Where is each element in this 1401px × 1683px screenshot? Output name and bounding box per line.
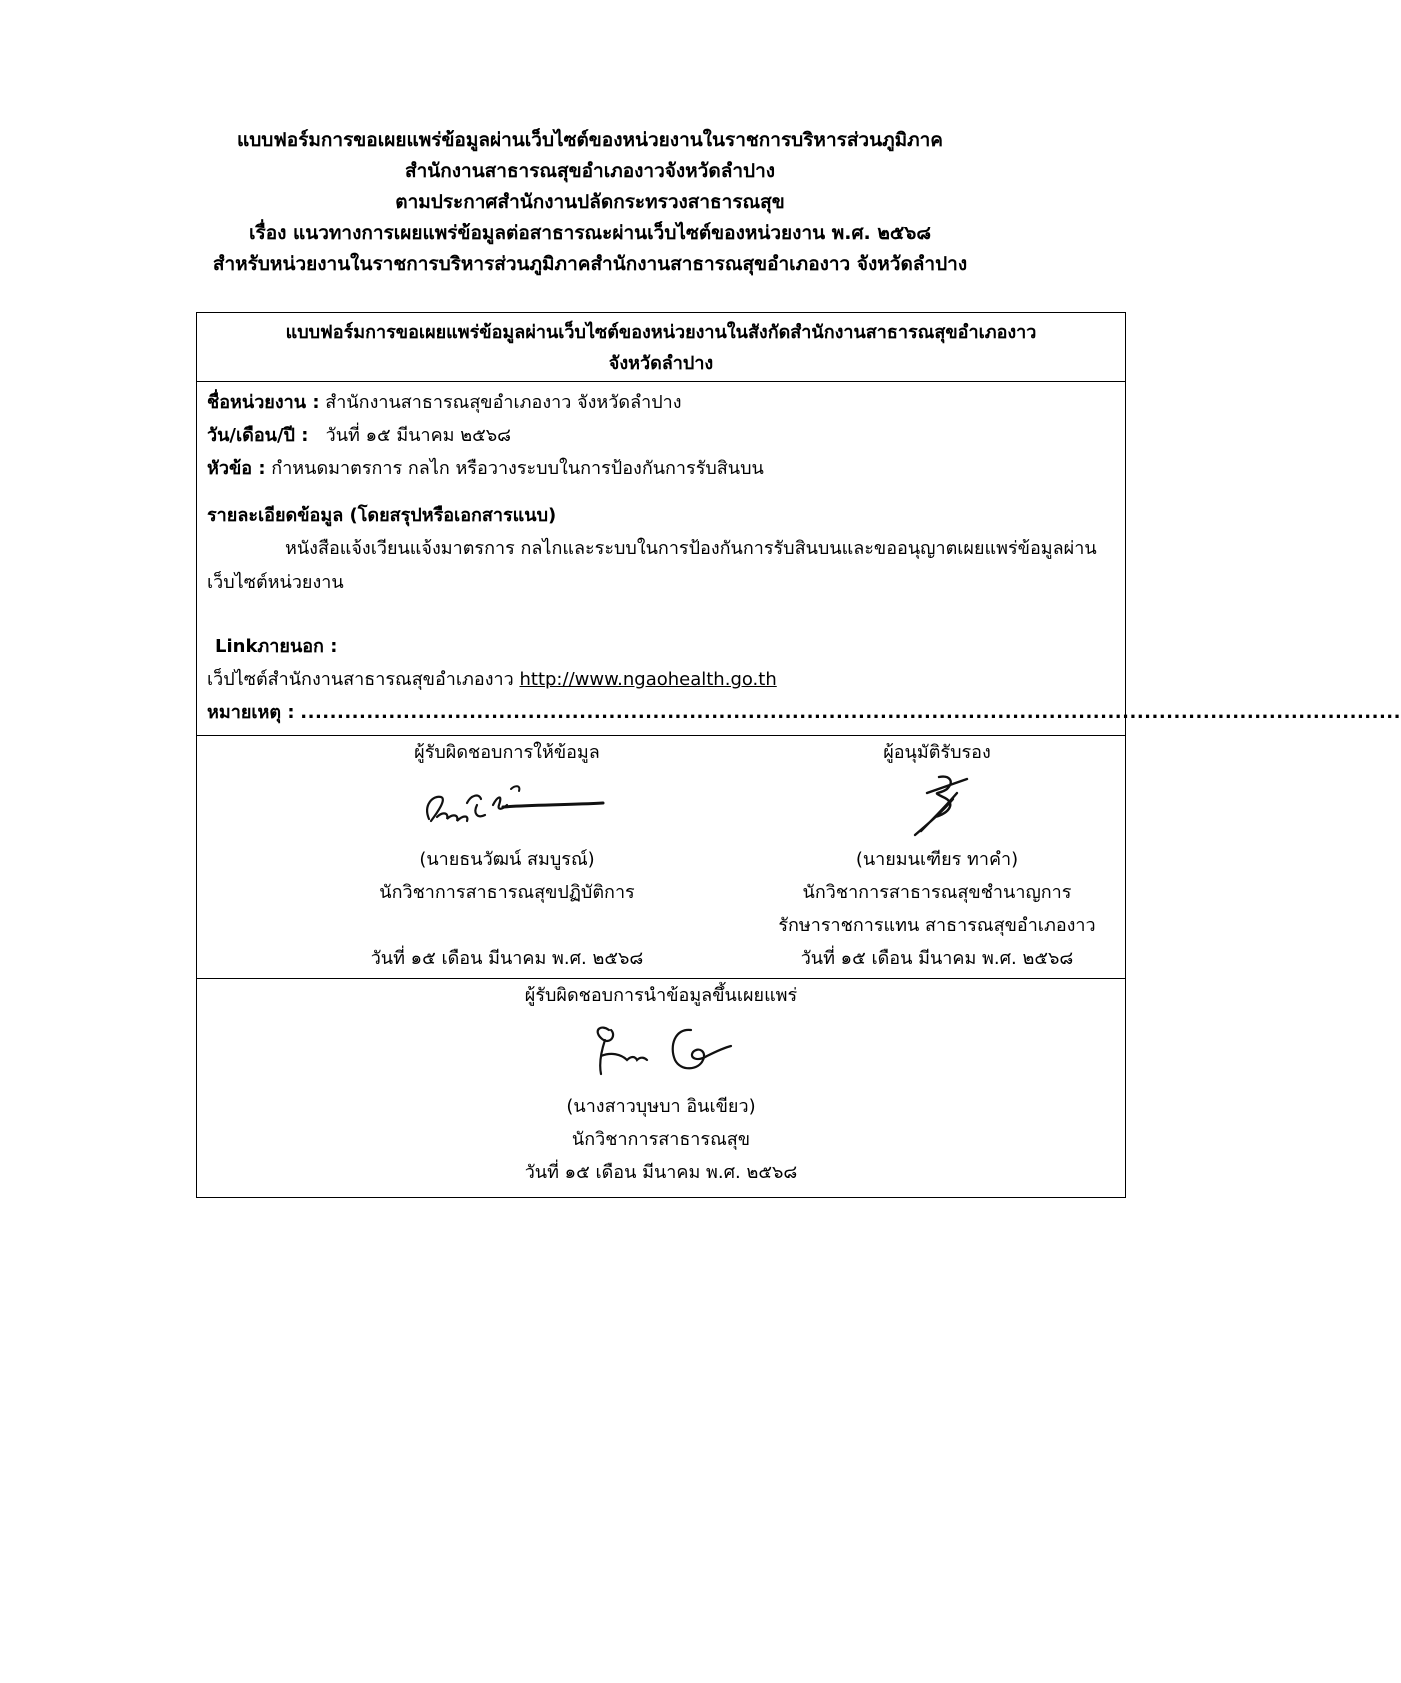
document-heading: [150, 125, 1030, 280]
note-dots: ......................................................................................................................................................: [300, 702, 1401, 723]
detail-label-row: [207, 499, 1115, 532]
note-label: หมายเหตุ :: [207, 702, 295, 723]
publisher-position: นักวิชาการสาธารณสุข: [571, 1129, 751, 1150]
approver-role: ผู้อนุมัติรับรอง: [883, 742, 991, 763]
external-link[interactable]: http://www.ngaohealth.go.th: [519, 669, 777, 690]
date-label: วัน/เดือน/ปี :: [207, 425, 309, 446]
approver-position: นักวิชาการสาธารณสุขชำนาญการ: [802, 882, 1072, 903]
form-title: [197, 313, 1125, 381]
link-description: เว็ปไซต์สำนักงานสาธารณสุขอำเภองาว: [207, 669, 514, 690]
approver-date: วันที่ ๑๕ เดือน มีนาคม พ.ศ. ๒๕๖๘: [800, 948, 1074, 969]
approver-name: (นายมนเฑียร ทาคำ): [855, 849, 1019, 870]
heading-line-3: ตามประกาศสำนักงานปลัดกระทรวงสาธารณสุข: [395, 191, 785, 213]
publisher-date: วันที่ ๑๕ เดือน มีนาคม พ.ศ. ๒๕๖๘: [524, 1162, 798, 1183]
detail-label: รายละเอียดข้อมูล (โดยสรุปหรือเอกสารแนบ): [207, 505, 557, 526]
note-row: [207, 696, 1401, 729]
heading-line-1: แบบฟอร์มการขอเผยแพร่ข้อมูลผ่านเว็บไซต์ของหน่วยงานในราชการบริหารส่วนภูมิภาค: [236, 129, 944, 151]
approver-signature-icon: [737, 769, 1137, 843]
publisher-name: (นางสาวบุษบา อินเขียว): [566, 1096, 756, 1117]
topic-row: [207, 452, 1115, 485]
publication-form: [196, 312, 1401, 1198]
publisher-section: [197, 978, 1125, 1197]
approver-signer: [737, 736, 1137, 975]
form-title-line-2: จังหวัดลำปาง: [608, 353, 714, 374]
date-value: วันที่ ๑๕ มีนาคม ๒๕๖๘: [325, 425, 512, 446]
agency-value: สำนักงานสาธารณสุขอำเภองาว จังหวัดลำปาง: [325, 392, 682, 413]
topic-label: หัวข้อ :: [207, 458, 266, 479]
heading-line-4: เรื่อง แนวทางการเผยแพร่ข้อมูลต่อสาธารณะผ่านเว็บไซต์ของหน่วยงาน พ.ศ. ๒๕๖๘: [249, 222, 931, 244]
link-row: [207, 663, 1115, 696]
heading-line-2: สำนักงานสาธารณสุขอำเภองาวจังหวัดลำปาง: [404, 160, 776, 182]
agency-row: [207, 386, 1115, 419]
topic-value: กำหนดมาตรการ กลไก หรือวางระบบในการป้องกันการรับสินบน: [271, 458, 764, 479]
publisher-role: ผู้รับผิดชอบการนำข้อมูลขึ้นเผยแพร่: [524, 985, 798, 1006]
provider-position: นักวิชาการสาธารณสุขปฏิบัติการ: [379, 882, 635, 903]
link-label: Linkภายนอก :: [215, 636, 338, 657]
provider-date: วันที่ ๑๕ เดือน มีนาคม พ.ศ. ๒๕๖๘: [370, 948, 644, 969]
provider-role: ผู้รับผิดชอบการให้ข้อมูล: [414, 742, 600, 763]
form-info-section: [197, 381, 1401, 735]
approver-acting: รักษาราชการแทน สาธารณสุขอำเภองาว: [778, 915, 1096, 936]
detail-text: หนังสือแจ้งเวียนแจ้งมาตรการ กลไกและระบบในการป้องกันการรับสินบนและขออนุญาตเผยแพร่ข้อมูลผ่านเว็บไซต์หน่วยงาน: [207, 538, 1097, 593]
approval-section: [197, 735, 1125, 978]
heading-line-5: สำหรับหน่วยงานในราชการบริหารส่วนภูมิภาคสำนักงานสาธารณสุขอำเภองาว จังหวัดลำปาง: [212, 253, 968, 275]
data-provider-signer: [357, 736, 657, 975]
form-title-line-1: แบบฟอร์มการขอเผยแพร่ข้อมูลผ่านเว็บไซต์ของหน่วยงานในสังกัดสำนักงานสาธารณสุขอำเภองาว: [285, 322, 1037, 343]
provider-name: (นายธนวัฒน์ สมบูรณ์): [419, 849, 595, 870]
publisher-signature-icon: [197, 1012, 1125, 1090]
provider-signature-icon: [357, 769, 657, 843]
date-row: [207, 419, 1115, 452]
link-label-row: [207, 630, 1115, 663]
agency-label: ชื่อหน่วยงาน :: [207, 392, 320, 413]
